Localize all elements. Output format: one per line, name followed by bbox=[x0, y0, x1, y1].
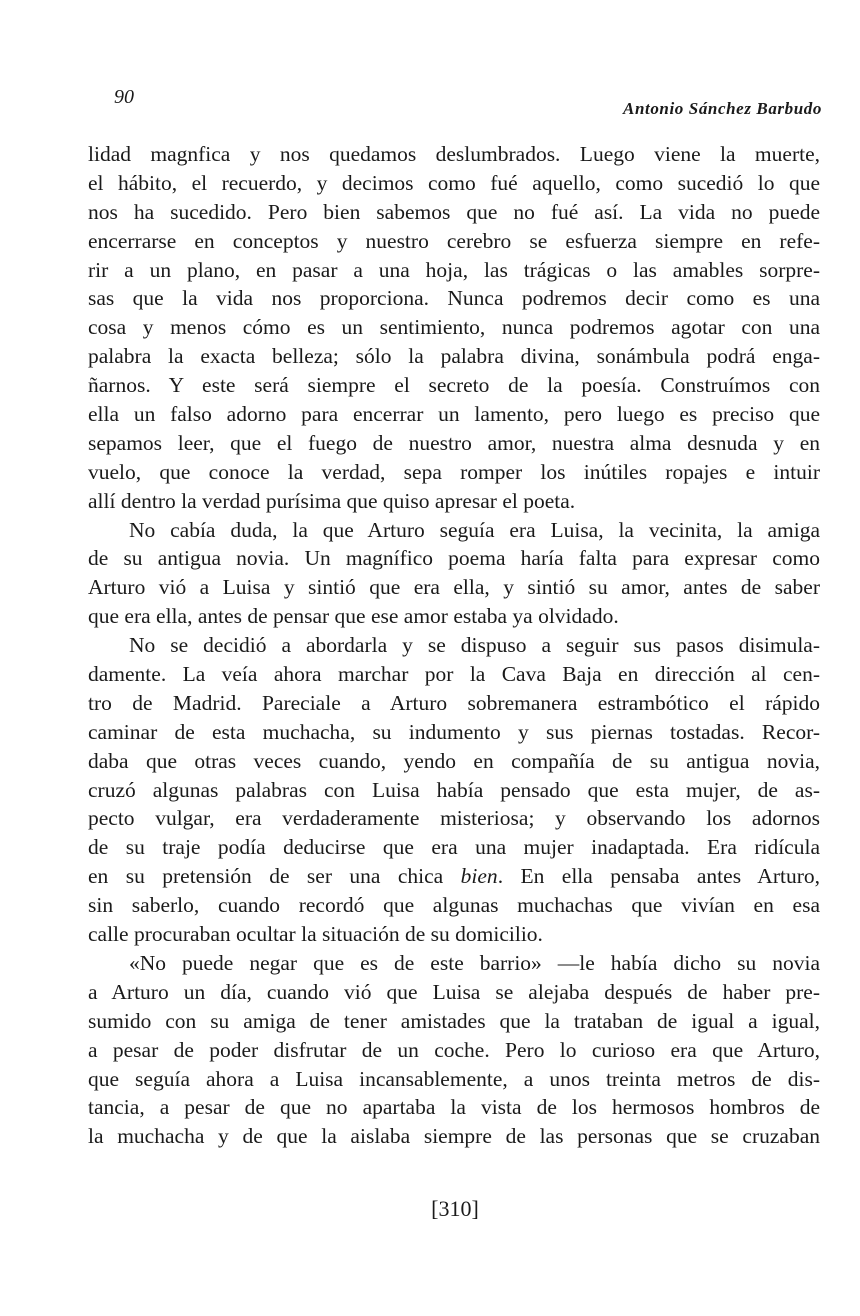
text-line: damente. La veía ahora marchar por la Cava Baja en dirección al cen- bbox=[88, 662, 820, 687]
text-line: el hábito, el recuerdo, y decimos como fué aquello, como sucedió lo que bbox=[88, 170, 820, 195]
text-line: nos ha sucedido. Pero bien sabemos que no fué así. La vida no puede bbox=[88, 199, 820, 224]
text-line: sas que la vida nos proporciona. Nunca podremos decir como es una bbox=[88, 286, 820, 311]
text-line: tro de Madrid. Pareciale a Arturo sobremanera estrambótico el rápido bbox=[88, 690, 820, 715]
text-line: de su antigua novia. Un magnífico poema haría falta para expresar como bbox=[88, 546, 820, 571]
text-line: a Arturo un día, cuando vió que Luisa se alejaba después de haber pre- bbox=[88, 979, 820, 1004]
text-line: calle procuraban ocultar la situación de su domicilio. bbox=[88, 922, 543, 947]
text-line: allí dentro la verdad purísima que quiso apresar el poeta. bbox=[88, 488, 576, 513]
text-line bbox=[88, 862, 820, 891]
paragraph bbox=[88, 140, 820, 516]
text-line: cosa y menos cómo es un sentimiento, nunca podremos agotar con una bbox=[88, 315, 820, 340]
text-line: tancia, a pesar de que no apartaba la vista de los hermosos hombros de bbox=[88, 1095, 820, 1120]
text-line: ella un falso adorno para encerrar un lamento, pero luego es preciso que bbox=[88, 402, 820, 427]
text-line: rir a un plano, en pasar a una hoja, las trágicas o las amables sorpre- bbox=[88, 257, 820, 282]
page-number: 90 bbox=[114, 86, 134, 108]
text-line: encerrarse en conceptos y nuestro cerebro se esfuerza siempre en refe- bbox=[88, 228, 820, 253]
text-line: a pesar de poder disfrutar de un coche. Pero lo curioso era que Arturo, bbox=[88, 1037, 820, 1062]
paragraph bbox=[88, 949, 820, 1151]
text-line: caminar de esta muchacha, su indumento y sus piernas tostadas. Recor- bbox=[88, 719, 820, 744]
text-line: sumido con su amiga de tener amistades que la trataban de igual a igual, bbox=[88, 1008, 820, 1033]
text-line: que era ella, antes de pensar que ese amor estaba ya olvidado. bbox=[88, 604, 619, 629]
text-segment: en su pretensión de ser una chica bbox=[88, 864, 461, 889]
text-line: que seguía ahora a Luisa incansablemente, a unos treinta metros de dis- bbox=[88, 1066, 820, 1091]
text-line: cruzó algunas palabras con Luisa había pensado que esta mujer, de as- bbox=[88, 777, 820, 802]
text-line: palabra la exacta belleza; sólo la palabra divina, sonámbula podrá enga- bbox=[88, 344, 820, 369]
paragraph bbox=[88, 516, 820, 632]
text-line: No cabía duda, la que Arturo seguía era Luisa, la vecinita, la amiga bbox=[129, 517, 820, 542]
text-line: ñarnos. Y este será siempre el secreto de la poesía. Construímos con bbox=[88, 373, 820, 398]
text-line: lidad magnfica y nos quedamos deslumbrados. Luego viene la muerte, bbox=[88, 142, 820, 166]
text-line: Arturo vió a Luisa y sintió que era ella, y sintió su amor, antes de saber bbox=[88, 575, 820, 600]
text-line: vuelo, que conoce la verdad, sepa romper los inútiles ropajes e intuir bbox=[88, 459, 820, 484]
text-line: pecto vulgar, era verdaderamente misteriosa; y observando los adornos bbox=[88, 806, 820, 831]
text-line: de su traje podía deducirse que era una mujer inadaptada. Era ridícula bbox=[88, 835, 820, 860]
text-line: sin saberlo, cuando recordó que algunas muchachas que vivían en esa bbox=[88, 893, 820, 918]
folio-number: [310] bbox=[431, 1196, 479, 1221]
text-line: la muchacha y de que la aislaba siempre de las personas que se cruzaban bbox=[88, 1124, 820, 1149]
paragraph bbox=[88, 631, 820, 949]
text-line: «No puede negar que es de este barrio» —le había dicho su novia bbox=[129, 950, 820, 975]
text-line: daba que otras veces cuando, yendo en compañía de su antigua novia, bbox=[88, 748, 820, 773]
text-segment: . En ella pensaba antes Arturo, bbox=[497, 864, 820, 889]
running-head: Antonio Sánchez Barbudo bbox=[623, 99, 822, 118]
text-line: sepamos leer, que el fuego de nuestro amor, nuestra alma desnuda y en bbox=[88, 430, 820, 455]
text-line: No se decidió a abordarla y se dispuso a seguir sus pasos disimula- bbox=[129, 633, 820, 658]
body-text bbox=[88, 140, 820, 1151]
italic-word: bien bbox=[460, 864, 498, 889]
